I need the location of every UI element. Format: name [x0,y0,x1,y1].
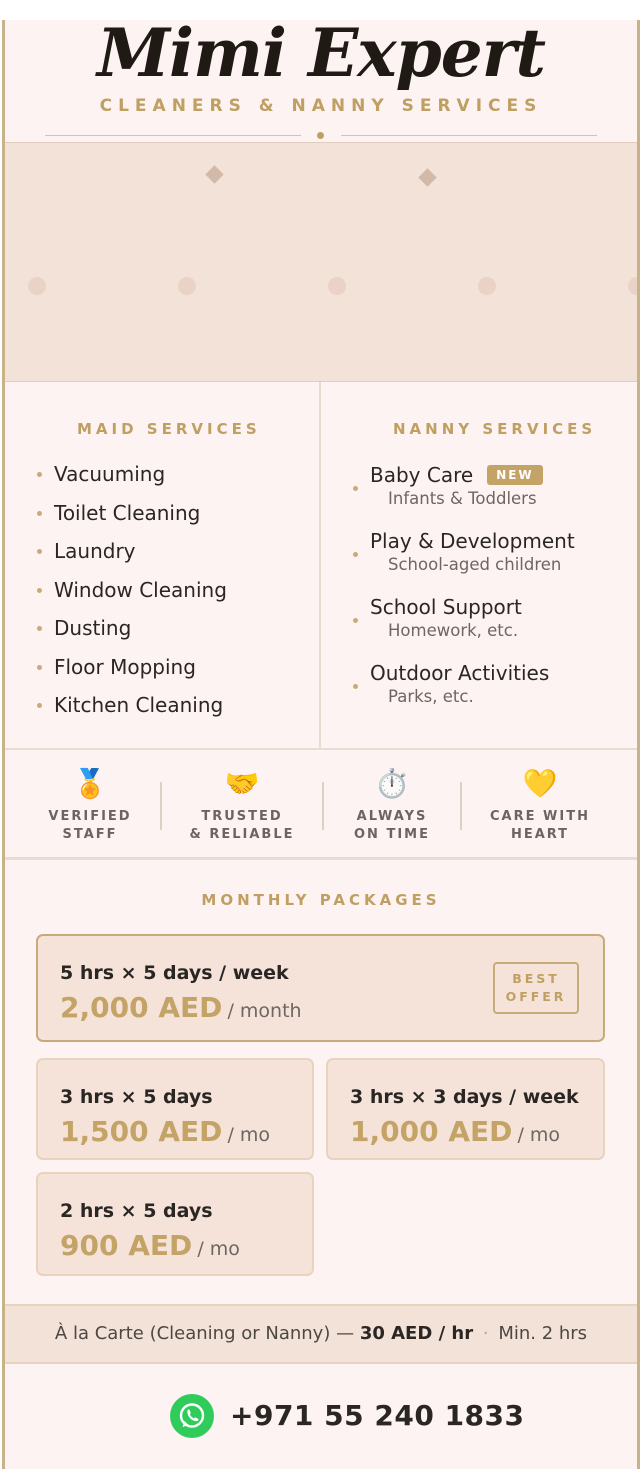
column-divider [319,382,321,750]
list-item [37,464,227,503]
maid-item-label: Laundry [54,539,136,563]
list-item [353,662,638,728]
package-plan: 3 hrs × 5 days [60,1086,213,1108]
contact-row[interactable] [5,1392,637,1442]
list-item [353,596,638,662]
best-offer-badge: BEST OFFER [493,962,579,1014]
banner-dot [178,277,196,295]
bullet-dot [37,665,42,670]
yellow-heart-icon: 💛 [522,767,558,800]
package-price [60,1230,240,1262]
package-plan: 3 hrs × 3 days / week [350,1086,579,1108]
medal-icon: 🏅 [72,767,108,800]
nanny-item-subtitle: Infants & Toddlers [388,489,537,508]
nanny-item-title [370,662,638,684]
bullet-dot [353,618,358,623]
nanny-item-title [370,596,638,618]
package-price [350,1116,560,1148]
banner-dot [628,277,640,295]
list-item [37,541,227,580]
maid-item-label: Floor Mopping [54,654,196,679]
decorative-banner [5,142,637,382]
new-badge: NEW [487,465,542,485]
bullet-dot [37,472,42,477]
list-item [37,500,227,542]
a-la-carte-minimum: Min. 2 hrs [498,1323,588,1344]
services-section [5,382,637,750]
a-la-carte-separator: · [482,1323,489,1344]
bullet-dot [37,549,42,554]
nanny-item-title [370,464,638,486]
feature-label: CARE WITH HEART [490,809,590,842]
package-amount: 1,500 AED [60,1115,223,1148]
diamond-icon [205,165,223,183]
list-item [37,695,227,734]
list-item [353,530,638,596]
feature-label: TRUSTED & RELIABLE [189,809,295,842]
feature-divider [460,782,462,830]
nanny-item-label: Play & Development [370,529,575,553]
package-plan: 5 hrs × 5 days / week [60,962,289,984]
feature-divider [160,782,162,830]
diamond-icon [418,168,436,186]
feature-trusted [167,768,317,844]
package-price [60,1116,270,1148]
maid-services-title: MAID SERVICES [77,420,261,438]
maid-item-label: Window Cleaning [54,577,227,602]
nanny-item-label: Outdoor Activities [370,661,550,685]
brand-tagline: CLEANERS & NANNY SERVICES [99,96,543,116]
bullet-dot [353,552,358,557]
nanny-item-title [370,530,638,552]
list-item [37,654,227,696]
features-strip [5,750,637,860]
whatsapp-icon[interactable] [170,1394,214,1438]
bullet-dot [37,511,42,516]
package-amount: 1,000 AED [350,1115,513,1148]
stopwatch-icon: ⏱️ [374,767,410,800]
bullet-dot [353,684,358,689]
package-period: / mo [517,1124,561,1146]
package-amount: 2,000 AED [60,991,223,1024]
package-amount: 900 AED [60,1229,193,1262]
header-rule-dot [317,132,324,139]
phone-number[interactable]: +971 55 240 1833 [230,1399,525,1432]
nanny-item-subtitle: School-aged children [388,555,562,574]
banner-dot [328,277,346,295]
package-period: / mo [227,1124,271,1146]
monthly-packages-title: MONTHLY PACKAGES [201,891,441,909]
header-rule-left [45,135,301,136]
nanny-services-title: NANNY SERVICES [393,420,597,438]
feature-on-time [317,768,467,844]
nanny-item-subtitle: Homework, etc. [388,621,519,640]
nanny-item-label: Baby Care [370,463,474,487]
package-card-best [36,934,605,1042]
bullet-dot [353,486,358,491]
maid-services-list [37,464,227,734]
feature-care [465,768,615,844]
bullet-dot [37,626,42,631]
package-plan: 2 hrs × 5 days [60,1200,213,1222]
banner-dot [28,277,46,295]
package-card [36,1172,314,1276]
handshake-icon: 🤝 [224,767,260,800]
maid-item-label: Vacuuming [54,462,166,486]
nanny-services-list [353,464,638,728]
a-la-carte-rate: 30 AED / hr [359,1323,474,1344]
list-item [353,464,638,530]
package-price [60,992,302,1024]
package-card [326,1058,605,1160]
brand-title: Mimi Expert [96,20,546,92]
package-card [36,1058,314,1160]
maid-item-label: Toilet Cleaning [54,500,201,525]
maid-item-label: Kitchen Cleaning [54,693,224,717]
flyer [2,20,640,1469]
list-item [37,577,227,619]
a-la-carte-bar [5,1304,637,1364]
nanny-item-subtitle: Parks, etc. [388,687,474,706]
bullet-dot [37,703,42,708]
header-rule-right [341,135,597,136]
feature-label: VERIFIED STAFF [48,809,132,842]
maid-item-label: Dusting [54,616,132,640]
banner-dot [478,277,496,295]
a-la-carte-label: À la Carte (Cleaning or Nanny) — [54,1323,355,1344]
package-period: / mo [197,1238,240,1260]
bullet-dot [37,588,42,593]
package-period: / month [227,1000,302,1022]
nanny-item-label: School Support [370,595,522,619]
list-item [37,618,227,657]
feature-label: ALWAYS ON TIME [354,809,430,842]
feature-verified-staff [15,768,165,844]
